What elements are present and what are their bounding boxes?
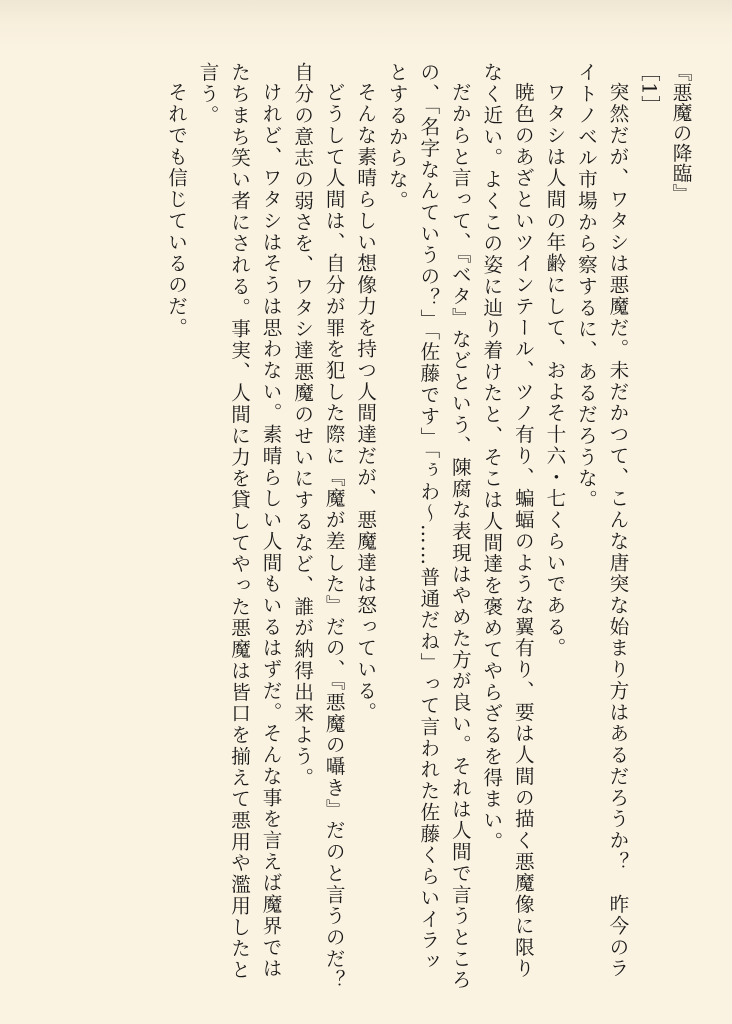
paragraph-5: そんな素晴らしい想像力を持つ人間達だが、悪魔達は怒っている。 — [353, 81, 377, 723]
book-title: 『悪魔の降臨』 — [669, 62, 692, 204]
paragraph-7: けれど、ワタシはそうは思わない。素晴らしい人間もいるはずだ。そんな事を言えば魔界ではたちまち笑い者にされる。事実、人間に力を貸してやった悪魔は皆口を揃えて悪用や濫用したと言う。 — [196, 62, 283, 981]
paragraph-3: 暁色のあざといツインテール、ツノ有り、蝙蝠のような翼有り、要は人間の描く悪魔像に限りなく近い。よくこの姿に辿り着けたと、そこは人間達を褒めてやらざるを得まい。 — [479, 62, 535, 979]
paragraph-6: どうして人間は、自分が罪を犯した際に『魔が差した』だの、『悪魔の囁き』だのと言うのだ？ 自分の意志の弱さを、ワタシ達悪魔のせいにするなど、誰が納得出来よう。 — [290, 62, 346, 1012]
chapter-heading: ［1］ — [637, 62, 661, 116]
vertical-text-page — [16, 62, 696, 1012]
page-top-shadow — [0, 0, 732, 48]
paragraph-4: だからと言って、『ベタ』などという、陳腐な表現はやめた方が良い。それは人間で言うところの、「名字なんていうの？」「佐藤です」「ぅわ～……普通だね」って言われた佐藤くらいイラッとするからな。 — [385, 62, 472, 991]
paragraph-2: ワタシは人間の年齢にして、およそ十六・七くらいである。 — [542, 81, 566, 659]
paragraph-8: それでも信じているのだ。 — [164, 81, 188, 338]
paragraph-1: 突然だが、ワタシは悪魔だ。未だかつて、こんな唐突な始まり方はあるだろうか？ 昨今のライトノベル市場から察するに、あるだろうな。 — [574, 62, 629, 979]
